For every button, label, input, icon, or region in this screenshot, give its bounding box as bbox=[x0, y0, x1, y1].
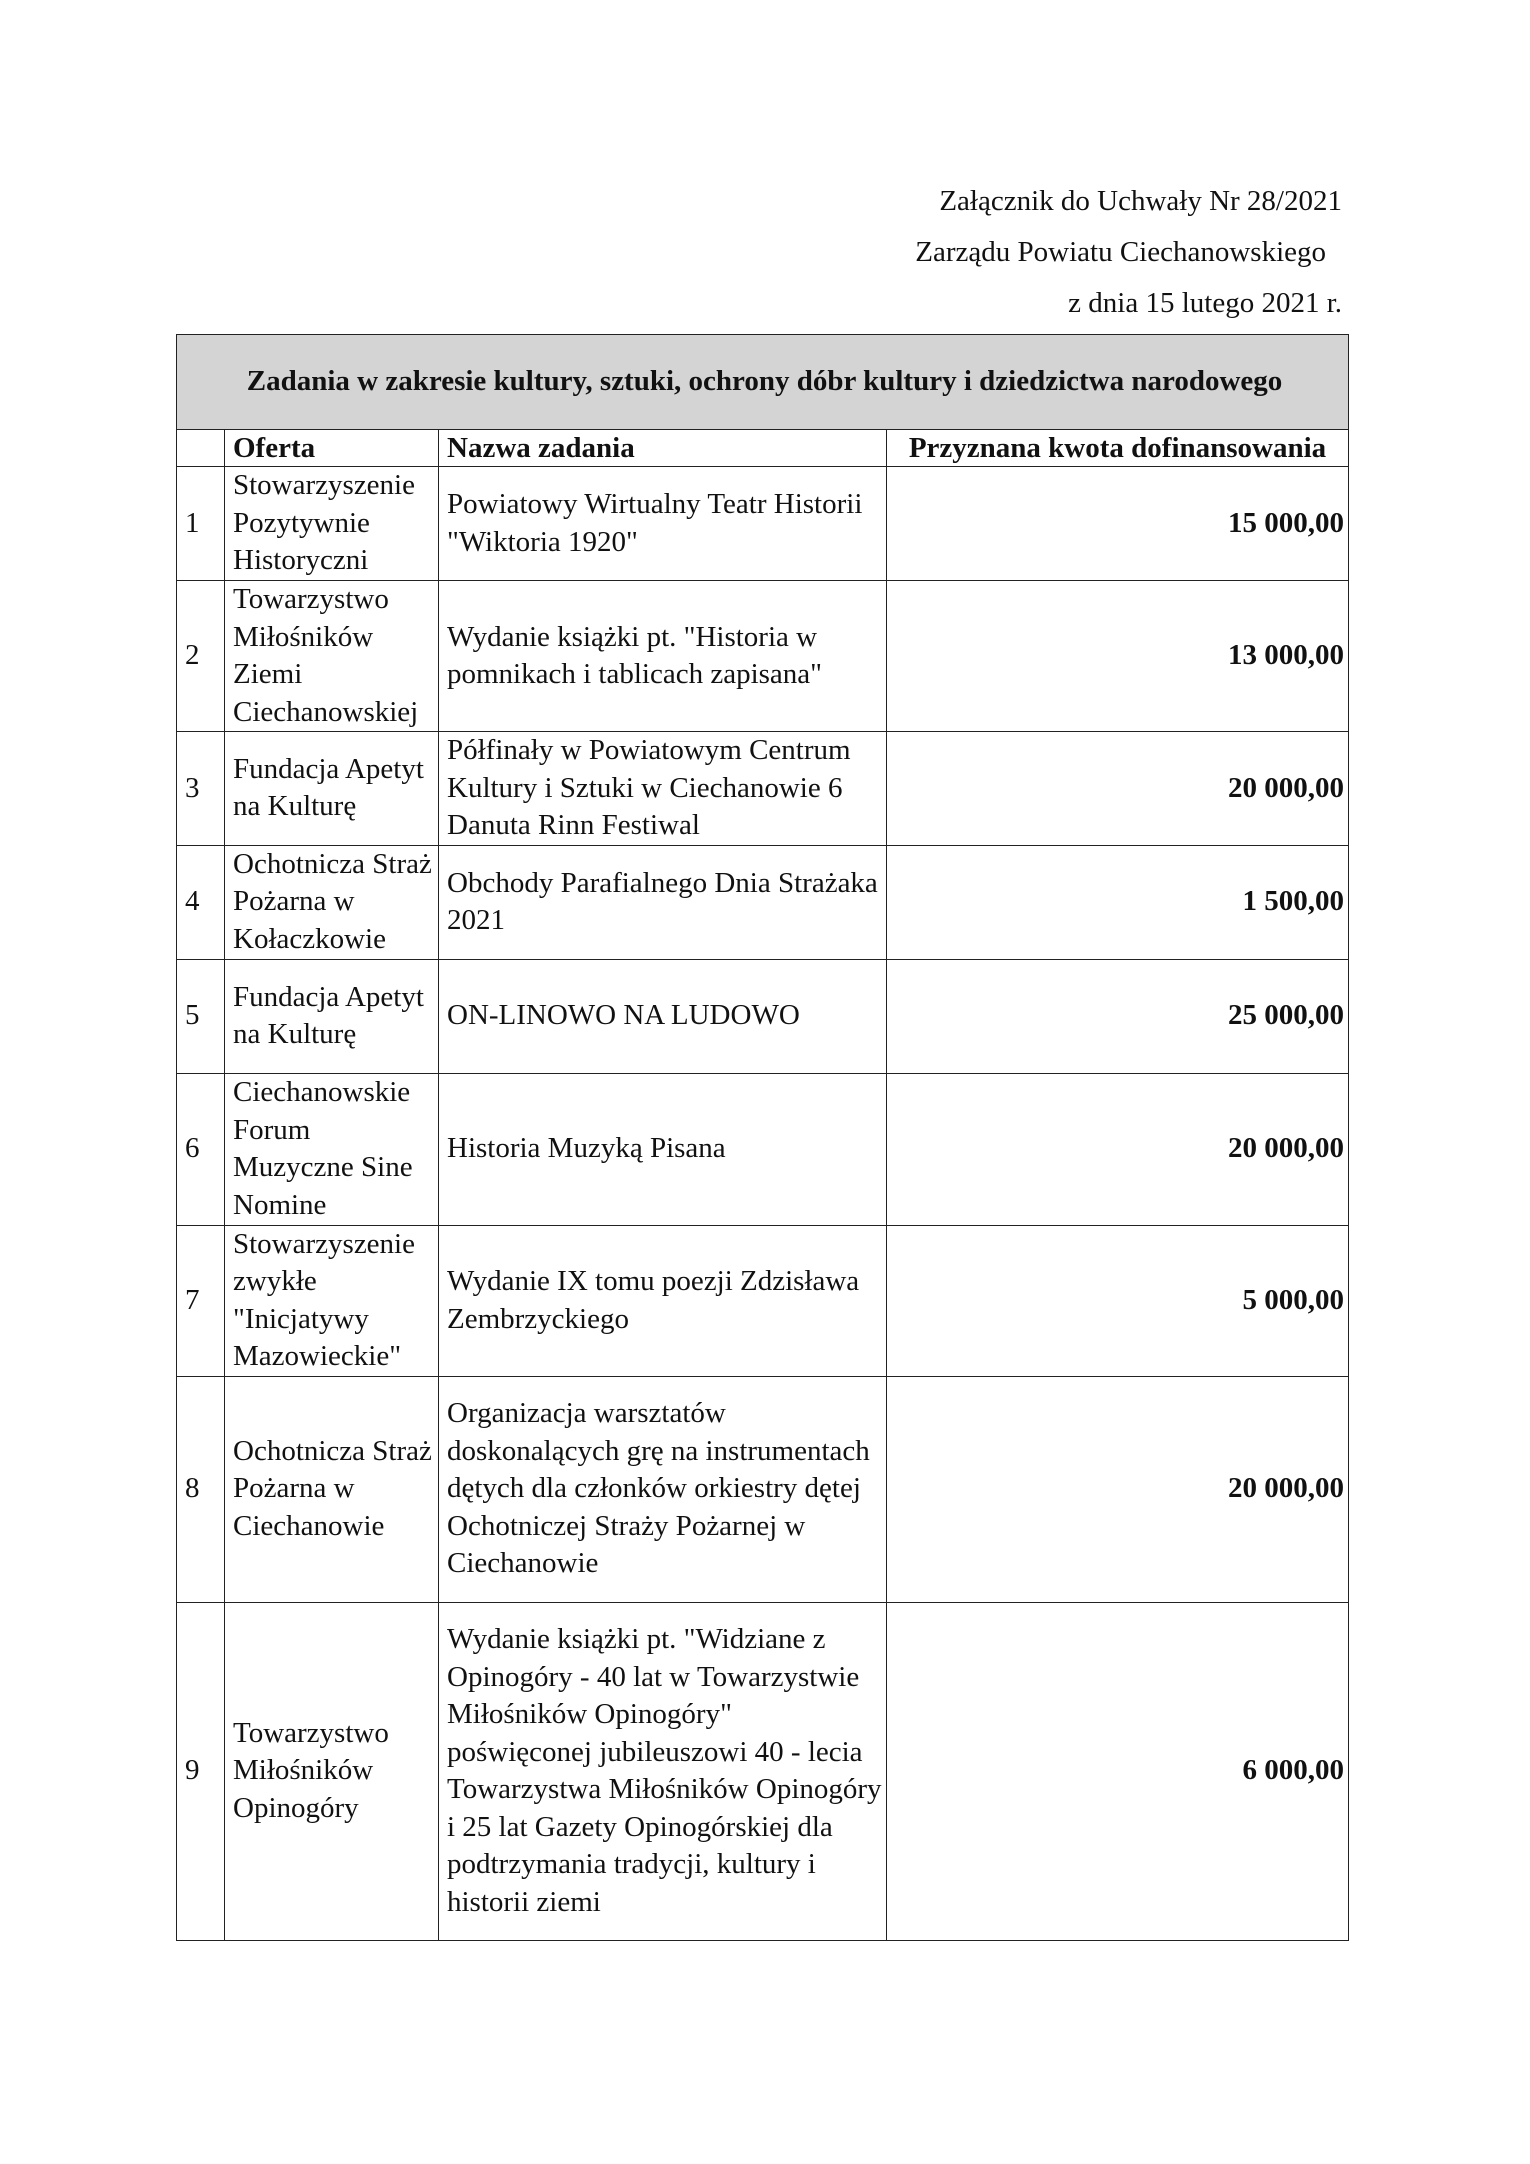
row-number: 8 bbox=[177, 1376, 225, 1602]
document-header bbox=[915, 176, 1342, 329]
row-task: Obchody Parafialnego Dnia Strażaka 2021 bbox=[439, 845, 887, 959]
row-offer: Ochotnicza Straż Pożarna w Ciechanowie bbox=[225, 1376, 439, 1602]
table-row bbox=[177, 1376, 1349, 1602]
row-number: 9 bbox=[177, 1602, 225, 1940]
row-amount: 25 000,00 bbox=[887, 959, 1349, 1073]
table-row bbox=[177, 467, 1349, 581]
table-row bbox=[177, 1225, 1349, 1376]
row-amount: 1 500,00 bbox=[887, 845, 1349, 959]
row-task: Wydanie IX tomu poezji Zdzisława Zembrzyckiego bbox=[439, 1225, 887, 1376]
column-header-amount: Przyznana kwota dofinansowania bbox=[887, 430, 1349, 467]
row-number: 2 bbox=[177, 581, 225, 732]
row-number: 4 bbox=[177, 845, 225, 959]
table-title: Zadania w zakresie kultury, sztuki, ochrony dóbr kultury i dziedzictwa narodowego bbox=[177, 335, 1349, 430]
row-task: Wydanie książki pt. "Widziane z Opinogóry - 40 lat w Towarzystwie Miłośników Opinogóry" poświęconej jubileuszowi 40 - lecia Towarzystwa Miłośników Opinogóry i 25 lat Gazety Opinogórskiej dla podtrzymania tradycji, kultury i historii ziemi bbox=[439, 1602, 887, 1940]
row-amount: 15 000,00 bbox=[887, 467, 1349, 581]
row-amount: 20 000,00 bbox=[887, 1073, 1349, 1225]
row-task: Organizacja warsztatów doskonalących grę na instrumentach dętych dla członków orkiestry dętej Ochotniczej Straży Pożarnej w Ciechanowie bbox=[439, 1376, 887, 1602]
row-task: Półfinały w Powiatowym Centrum Kultury i Sztuki w Ciechanowie 6 Danuta Rinn Festiwal bbox=[439, 732, 887, 846]
column-header-task: Nazwa zadania bbox=[439, 430, 887, 467]
row-amount: 5 000,00 bbox=[887, 1225, 1349, 1376]
row-amount: 20 000,00 bbox=[887, 732, 1349, 846]
row-task: Historia Muzyką Pisana bbox=[439, 1073, 887, 1225]
row-offer: Stowarzyszenie Pozytywnie Historyczni bbox=[225, 467, 439, 581]
row-number: 5 bbox=[177, 959, 225, 1073]
row-task: Powiatowy Wirtualny Teatr Historii "Wiktoria 1920" bbox=[439, 467, 887, 581]
grants-table bbox=[176, 334, 1349, 1941]
row-offer: Fundacja Apetyt na Kulturę bbox=[225, 732, 439, 846]
row-offer: Towarzystwo Miłośników Ziemi Ciechanowskiej bbox=[225, 581, 439, 732]
row-amount: 20 000,00 bbox=[887, 1376, 1349, 1602]
row-offer: Fundacja Apetyt na Kulturę bbox=[225, 959, 439, 1073]
row-number: 1 bbox=[177, 467, 225, 581]
row-number: 7 bbox=[177, 1225, 225, 1376]
table-row bbox=[177, 581, 1349, 732]
row-offer: Ciechanowskie Forum Muzyczne Sine Nomine bbox=[225, 1073, 439, 1225]
row-amount: 13 000,00 bbox=[887, 581, 1349, 732]
table-title-row bbox=[177, 335, 1349, 430]
header-resolution-line: Załącznik do Uchwały Nr 28/2021 bbox=[939, 185, 1342, 217]
header-board-line: Zarządu Powiatu Ciechanowskiego bbox=[915, 236, 1326, 268]
row-offer: Ochotnicza Straż Pożarna w Kołaczkowie bbox=[225, 845, 439, 959]
table-row bbox=[177, 1602, 1349, 1940]
row-offer: Stowarzyszenie zwykłe "Inicjatywy Mazowieckie" bbox=[225, 1225, 439, 1376]
table-row bbox=[177, 732, 1349, 846]
row-task: ON-LINOWO NA LUDOWO bbox=[439, 959, 887, 1073]
row-number: 6 bbox=[177, 1073, 225, 1225]
column-header-offer: Oferta bbox=[225, 430, 439, 467]
row-offer: Towarzystwo Miłośników Opinogóry bbox=[225, 1602, 439, 1940]
row-amount: 6 000,00 bbox=[887, 1602, 1349, 1940]
row-number: 3 bbox=[177, 732, 225, 846]
row-task: Wydanie książki pt. "Historia w pomnikach i tablicach zapisana" bbox=[439, 581, 887, 732]
table-header-row bbox=[177, 430, 1349, 467]
column-header-number bbox=[177, 430, 225, 467]
table-row bbox=[177, 845, 1349, 959]
table-row bbox=[177, 959, 1349, 1073]
header-date-line: z dnia 15 lutego 2021 r. bbox=[1068, 287, 1342, 319]
table-row bbox=[177, 1073, 1349, 1225]
